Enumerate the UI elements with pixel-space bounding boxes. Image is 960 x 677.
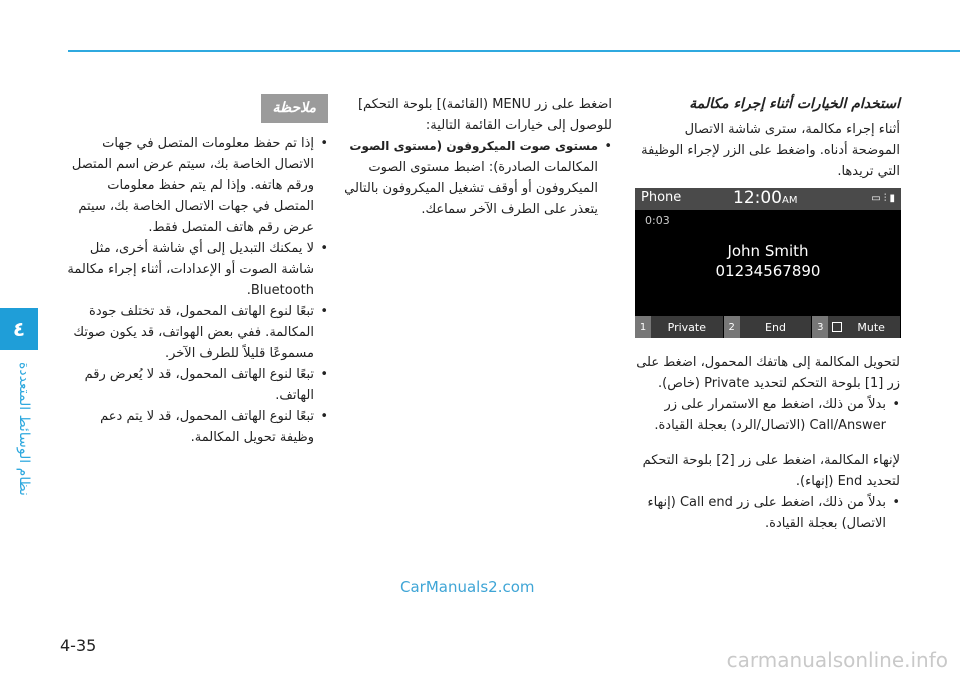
chapter-title: نظام الوسائط المتعددة	[16, 362, 32, 496]
page-number: 4-35	[60, 636, 97, 655]
note-bullet-3: • تبعًا لنوع الهاتف المحمول، قد تختلف جودة المكالمة. ففي بعض الهواتف، قد يكون صوتك مسموعًا قليلاً للطرف الآخر.	[66, 301, 328, 364]
private-bullet: • بدلاً من ذلك، اضغط مع الاستمرار على زر Call/Answer (الاتصال/الرد) بعجلة القيادة.	[635, 394, 900, 436]
column-notes	[66, 94, 328, 448]
chapter-tab: ٤	[0, 308, 38, 350]
note-bullet-4: • تبعًا لنوع الهاتف المحمول، قد لا يُعرض رقم الهاتف.	[66, 364, 328, 406]
clock: 12:00AM	[733, 188, 798, 208]
mic-volume-bullet	[340, 136, 612, 220]
call-timer: 0:03	[645, 214, 670, 227]
status-icons: ▭ ⫶ ▮	[871, 193, 895, 204]
mic-volume-title: مستوى صوت الميكروفون (مستوى الصوت	[349, 139, 598, 153]
note-bullet-5: • تبعًا لنوع الهاتف المحمول، قد لا يتم دعم وظيفة تحويل المكالمة.	[66, 406, 328, 448]
mic-volume-text: المكالمات الصادرة): اضبط مستوى الصوت الميكروفون أو أوقف تشغيل الميكروفون بالتالي يتعذر على الطرف الآخر سماعك.	[344, 160, 598, 217]
private-button[interactable]: 1 Private	[635, 316, 724, 338]
chapter-sidebar	[0, 50, 38, 677]
caller-number: 01234567890	[715, 262, 821, 280]
end-bullet: • بدلاً من ذلك، اضغط على زر Call end (إنهاء الاتصال) بعجلة القيادة.	[635, 492, 900, 534]
intro-paragraph: أثناء إجراء مكالمة، سترى شاشة الاتصال الموضحة أدناه. واضغط على الزر لإجراء الوظيفة التي تريدها.	[641, 122, 900, 179]
end-paragraph: لإنهاء المكالمة، اضغط على زر [2] بلوحة التحكم لتحديد End (إنهاء).	[642, 453, 900, 489]
column-menu	[340, 94, 612, 220]
note-bullet-2: • لا يمكنك التبديل إلى أي شاشة أخرى، مثل شاشة الصوت أو الإعدادات، أثناء إجراء مكالمة Bluetooth.	[66, 238, 328, 301]
menu-paragraph: اضغط على زر MENU (القائمة)] بلوحة التحكم] للوصول إلى خيارات القائمة التالية:	[357, 97, 612, 133]
private-paragraph: لتحويل المكالمة إلى هاتفك المحمول، اضغط على زر [1] بلوحة التحكم لتحديد Private (خاص).	[636, 355, 900, 391]
call-button-bar	[635, 316, 901, 338]
phone-label: Phone	[641, 190, 682, 205]
note-label: ملاحظة	[261, 94, 329, 123]
column-call-options	[635, 94, 900, 182]
column-call-actions	[635, 352, 900, 534]
note-bullet-1: • إذا تم حفظ معلومات المتصل في جهات الاتصال الخاصة بك، سيتم عرض اسم المتصل ورقم هاتفه. وإذا لم يتم حفظ معلومات المتصل في جهات الاتصال الخاصة بك، سيتم عرض رقم هاتف المتصل فقط.	[66, 133, 328, 238]
end-button[interactable]: 2 End	[724, 316, 813, 338]
mute-button[interactable]: 3 Mute	[812, 316, 901, 338]
watermark-link[interactable]: CarManuals2.com	[400, 578, 535, 596]
caller-name: John Smith	[727, 242, 809, 260]
phone-call-screen	[635, 188, 901, 338]
status-bar	[635, 188, 901, 210]
checkbox-icon	[832, 322, 842, 332]
section-heading: استخدام الخيارات أثناء إجراء مكالمة	[689, 96, 900, 112]
footer-watermark: carmanualsonline.info	[726, 648, 948, 672]
top-rule	[68, 50, 960, 52]
